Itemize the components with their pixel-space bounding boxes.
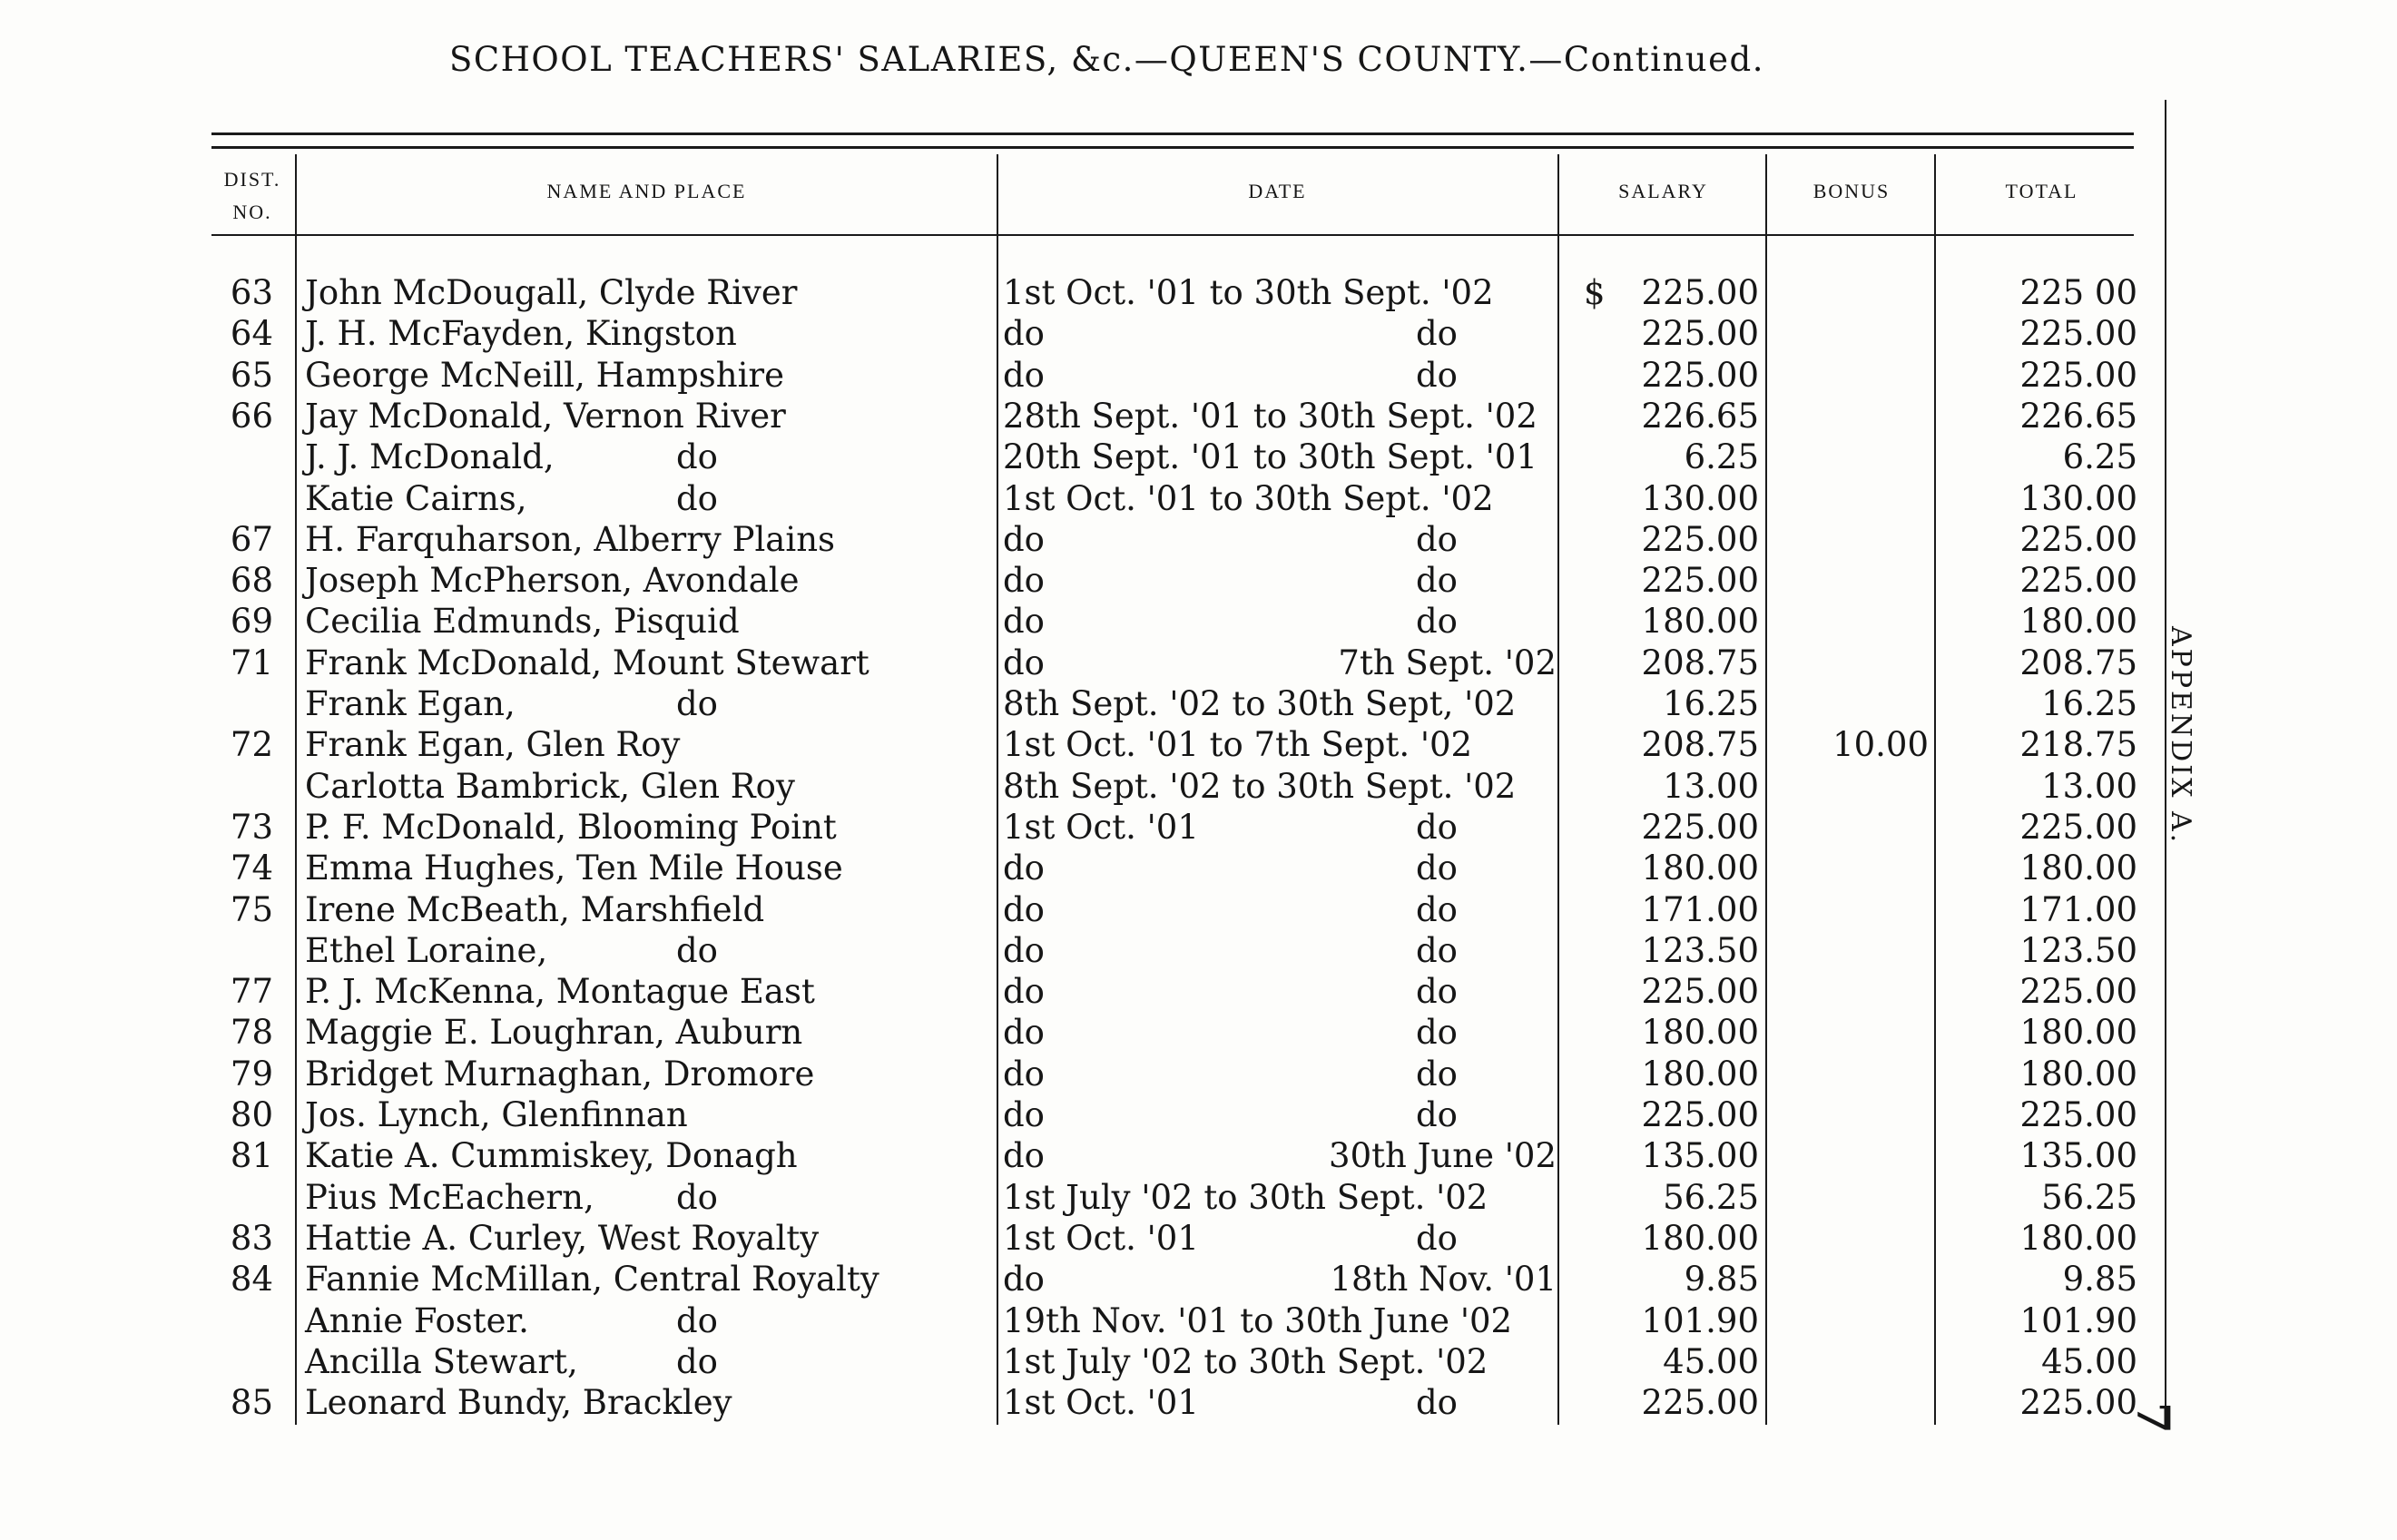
dist-no-cell: 85: [230, 1383, 273, 1422]
total-cell: 135.00: [2019, 1136, 2137, 1175]
column-header-bonus: BONUS: [1812, 180, 1891, 202]
name-place-cell: J. H. McFayden, Kingston: [305, 314, 737, 353]
name-place-cell: John McDougall, Clyde River: [305, 273, 798, 312]
salary-cell: 180.00: [1641, 602, 1759, 641]
dist-no-cell: 78: [230, 1013, 273, 1052]
salary-cell: 101.90: [1641, 1301, 1759, 1340]
name-place-cell: Annie Foster.: [305, 1301, 529, 1340]
name-place-cell: Pius McEachern,: [305, 1178, 594, 1217]
name-place-cell: Hattie A. Curley, West Royalty: [305, 1219, 820, 1258]
dist-no-cell: 81: [230, 1136, 273, 1175]
column-header-rule: [211, 234, 2134, 236]
dist-no-cell: 79: [230, 1054, 273, 1094]
name-place-cell: Maggie E. Loughran, Auburn: [305, 1013, 803, 1052]
dist-no-cell: 67: [230, 520, 273, 559]
table-row: [0, 1341, 2397, 1382]
total-cell: 218.75: [2019, 725, 2137, 764]
salary-cell: 130.00: [1641, 479, 1759, 518]
salary-cell: 180.00: [1641, 1013, 1759, 1052]
date-from-cell: 1st Oct. '01: [1003, 1219, 1199, 1258]
table-row: [0, 1300, 2397, 1341]
name-place-cell: Katie Cairns,: [305, 479, 527, 518]
date-to-cell: do: [1416, 890, 1458, 929]
page-title: SCHOOL TEACHERS' SALARIES, &c.—QUEEN'S COUNTY.—Continued.: [449, 40, 1764, 79]
table-row: [0, 1218, 2397, 1259]
date-from-cell: 1st Oct. '01: [1003, 1383, 1199, 1422]
salary-cell: 225.00: [1641, 561, 1759, 600]
date-from-cell: do: [1003, 314, 1045, 353]
dist-no-cell: 73: [230, 808, 273, 847]
salary-cell: 225.00: [1641, 273, 1759, 312]
table-row: [0, 478, 2397, 519]
date-from-cell: do: [1003, 561, 1045, 600]
place-ditto-cell: do: [676, 1178, 718, 1217]
table-row: [0, 1382, 2397, 1423]
salary-cell: 123.50: [1641, 931, 1759, 970]
salary-cell: 180.00: [1641, 848, 1759, 888]
name-place-cell: Katie A. Cummiskey, Donagh: [305, 1136, 798, 1175]
salary-cell: 16.25: [1663, 684, 1759, 723]
dist-no-cell: 84: [230, 1260, 273, 1299]
total-cell: 225.00: [2019, 561, 2137, 600]
salary-cell: 225.00: [1641, 520, 1759, 559]
column-header-salary: SALARY: [1618, 180, 1708, 202]
date-from-cell: 20th Sept. '01 to 30th Sept. '01: [1003, 437, 1537, 476]
date-from-cell: 8th Sept. '02 to 30th Sept. '02: [1003, 767, 1517, 806]
column-header-total: TOTAL: [2005, 180, 2078, 202]
total-cell: 180.00: [2019, 602, 2137, 641]
date-to-cell: 18th Nov. '01: [1330, 1260, 1557, 1299]
table-row: [0, 930, 2397, 971]
header-double-rule-bottom: [211, 146, 2134, 149]
date-from-cell: do: [1003, 931, 1045, 970]
date-from-cell: do: [1003, 356, 1045, 395]
salary-cell: 225.00: [1641, 1383, 1759, 1422]
salary-cell: 225.00: [1641, 1095, 1759, 1134]
total-cell: 180.00: [2019, 848, 2137, 888]
place-ditto-cell: do: [676, 479, 718, 518]
salary-cell: 226.65: [1641, 397, 1759, 436]
name-place-cell: Jos. Lynch, Glenfinnan: [305, 1095, 688, 1134]
name-place-cell: Ancilla Stewart,: [305, 1342, 578, 1381]
date-from-cell: do: [1003, 972, 1045, 1011]
date-to-cell: do: [1416, 1219, 1458, 1258]
table-row: [0, 560, 2397, 601]
table-row: [0, 1259, 2397, 1300]
table-row: [0, 642, 2397, 683]
date-to-cell: 30th June '02: [1329, 1136, 1557, 1175]
table-row: [0, 683, 2397, 724]
page-number: 7: [2127, 1402, 2180, 1434]
total-cell: 225.00: [2019, 356, 2137, 395]
date-to-cell: do: [1416, 931, 1458, 970]
total-cell: 225.00: [2019, 808, 2137, 847]
date-to-cell: do: [1416, 1013, 1458, 1052]
table-row: [0, 601, 2397, 642]
table-row: [0, 436, 2397, 477]
name-place-cell: H. Farquharson, Alberry Plains: [305, 520, 836, 559]
table-row: [0, 848, 2397, 888]
date-to-cell: do: [1416, 1095, 1458, 1134]
name-place-cell: Carlotta Bambrick, Glen Roy: [305, 767, 795, 806]
date-from-cell: do: [1003, 602, 1045, 641]
table-row: [0, 724, 2397, 765]
date-from-cell: do: [1003, 520, 1045, 559]
dist-no-cell: 80: [230, 1095, 273, 1134]
salary-cell: 225.00: [1641, 314, 1759, 353]
salary-cell: 225.00: [1641, 356, 1759, 395]
table-row: [0, 272, 2397, 313]
dist-no-cell: 72: [230, 725, 273, 764]
name-place-cell: Irene McBeath, Marshfield: [305, 890, 765, 929]
total-cell: 56.25: [2041, 1178, 2137, 1217]
date-to-cell: do: [1416, 1054, 1458, 1094]
total-cell: 225.00: [2019, 1383, 2137, 1422]
total-cell: 45.00: [2041, 1342, 2137, 1381]
name-place-cell: Frank McDonald, Mount Stewart: [305, 643, 869, 682]
name-place-cell: Frank Egan, Glen Roy: [305, 725, 681, 764]
dist-no-cell: 65: [230, 356, 273, 395]
date-from-cell: do: [1003, 1054, 1045, 1094]
table-row: [0, 807, 2397, 848]
salary-cell: 9.85: [1684, 1260, 1759, 1299]
date-to-cell: do: [1416, 356, 1458, 395]
table-row: [0, 971, 2397, 1012]
currency-symbol: $: [1584, 273, 1606, 312]
table-row: [0, 1135, 2397, 1176]
date-from-cell: 1st Oct. '01 to 30th Sept. '02: [1003, 479, 1494, 518]
total-cell: 225.00: [2019, 972, 2137, 1011]
header-double-rule-top: [211, 132, 2134, 135]
dist-no-cell: 66: [230, 397, 273, 436]
salary-cell: 45.00: [1663, 1342, 1759, 1381]
total-cell: 123.50: [2019, 931, 2137, 970]
name-place-cell: P. F. McDonald, Blooming Point: [305, 808, 837, 847]
salary-cell: 180.00: [1641, 1219, 1759, 1258]
total-cell: 208.75: [2019, 643, 2137, 682]
dist-no-cell: 68: [230, 561, 273, 600]
total-cell: 9.85: [2062, 1260, 2137, 1299]
total-cell: 6.25: [2062, 437, 2137, 476]
name-place-cell: Ethel Loraine,: [305, 931, 548, 970]
table-row: [0, 889, 2397, 930]
total-cell: 13.00: [2041, 767, 2137, 806]
date-from-cell: do: [1003, 848, 1045, 888]
date-from-cell: do: [1003, 1260, 1045, 1299]
place-ditto-cell: do: [676, 437, 718, 476]
salary-cell: 225.00: [1641, 972, 1759, 1011]
total-cell: 226.65: [2019, 397, 2137, 436]
salary-cell: 56.25: [1663, 1178, 1759, 1217]
date-from-cell: 28th Sept. '01 to 30th Sept. '02: [1003, 397, 1537, 436]
date-from-cell: 1st Oct. '01 to 7th Sept. '02: [1003, 725, 1473, 764]
place-ditto-cell: do: [676, 1301, 718, 1340]
date-from-cell: do: [1003, 1095, 1045, 1134]
date-from-cell: do: [1003, 643, 1045, 682]
table-row: [0, 519, 2397, 560]
name-place-cell: Cecilia Edmunds, Pisquid: [305, 602, 740, 641]
table-row: [0, 1177, 2397, 1218]
table-row: [0, 1094, 2397, 1135]
date-from-cell: 1st July '02 to 30th Sept. '02: [1003, 1178, 1488, 1217]
table-row: [0, 1054, 2397, 1094]
date-from-cell: 19th Nov. '01 to 30th June '02: [1003, 1301, 1513, 1340]
dist-no-cell: 64: [230, 314, 273, 353]
column-header-dist-line1: DIST.: [223, 168, 281, 191]
total-cell: 16.25: [2041, 684, 2137, 723]
total-cell: 130.00: [2019, 479, 2137, 518]
dist-no-cell: 71: [230, 643, 273, 682]
date-to-cell: do: [1416, 561, 1458, 600]
name-place-cell: Fannie McMillan, Central Royalty: [305, 1260, 879, 1299]
dist-no-cell: 75: [230, 890, 273, 929]
place-ditto-cell: do: [676, 1342, 718, 1381]
column-header-name: NAME AND PLACE: [546, 180, 747, 202]
salary-cell: 135.00: [1641, 1136, 1759, 1175]
date-to-cell: do: [1416, 314, 1458, 353]
salary-cell: 6.25: [1684, 437, 1759, 476]
dist-no-cell: 63: [230, 273, 273, 312]
salary-cell: 171.00: [1641, 890, 1759, 929]
total-cell: 180.00: [2019, 1013, 2137, 1052]
total-cell: 171.00: [2019, 890, 2137, 929]
total-cell: 101.90: [2019, 1301, 2137, 1340]
date-from-cell: do: [1003, 890, 1045, 929]
date-from-cell: 1st Oct. '01: [1003, 808, 1199, 847]
date-to-cell: do: [1416, 520, 1458, 559]
date-to-cell: do: [1416, 602, 1458, 641]
table-row: [0, 766, 2397, 807]
dist-no-cell: 69: [230, 602, 273, 641]
table-row: [0, 355, 2397, 396]
column-header-dist: [211, 163, 293, 229]
total-cell: 225.00: [2019, 520, 2137, 559]
place-ditto-cell: do: [676, 684, 718, 723]
total-cell: 180.00: [2019, 1219, 2137, 1258]
name-place-cell: Emma Hughes, Ten Mile House: [305, 848, 843, 888]
name-place-cell: P. J. McKenna, Montague East: [305, 972, 815, 1011]
table-row: [0, 1012, 2397, 1053]
salary-cell: 208.75: [1641, 643, 1759, 682]
date-from-cell: 1st July '02 to 30th Sept. '02: [1003, 1342, 1488, 1381]
dist-no-cell: 83: [230, 1219, 273, 1258]
total-cell: 225.00: [2019, 1095, 2137, 1134]
name-place-cell: J. J. McDonald,: [305, 437, 555, 476]
total-cell: 225 00: [2019, 273, 2137, 312]
name-place-cell: Jay McDonald, Vernon River: [305, 397, 786, 436]
date-to-cell: do: [1416, 848, 1458, 888]
date-to-cell: do: [1416, 1383, 1458, 1422]
dist-no-cell: 74: [230, 848, 273, 888]
date-to-cell: 7th Sept. '02: [1338, 643, 1557, 682]
name-place-cell: George McNeill, Hampshire: [305, 356, 784, 395]
total-cell: 225.00: [2019, 314, 2137, 353]
table-row: [0, 313, 2397, 354]
salary-cell: 208.75: [1641, 725, 1759, 764]
name-place-cell: Frank Egan,: [305, 684, 516, 723]
date-from-cell: 1st Oct. '01 to 30th Sept. '02: [1003, 273, 1494, 312]
date-from-cell: do: [1003, 1136, 1045, 1175]
salary-cell: 180.00: [1641, 1054, 1759, 1094]
bonus-cell: 10.00: [1832, 725, 1929, 764]
date-from-cell: do: [1003, 1013, 1045, 1052]
appendix-side-label: APPENDIX A.: [2165, 626, 2196, 846]
date-from-cell: 8th Sept. '02 to 30th Sept, '02: [1003, 684, 1517, 723]
name-place-cell: Joseph McPherson, Avondale: [305, 561, 800, 600]
column-header-dist-line2: NO.: [232, 201, 272, 223]
salary-cell: 13.00: [1663, 767, 1759, 806]
place-ditto-cell: do: [676, 931, 718, 970]
salary-cell: 225.00: [1641, 808, 1759, 847]
date-to-cell: do: [1416, 972, 1458, 1011]
date-to-cell: do: [1416, 808, 1458, 847]
name-place-cell: Bridget Murnaghan, Dromore: [305, 1054, 815, 1094]
table-row: [0, 396, 2397, 436]
dist-no-cell: 77: [230, 972, 273, 1011]
column-header-date: DATE: [1248, 180, 1307, 202]
total-cell: 180.00: [2019, 1054, 2137, 1094]
name-place-cell: Leonard Bundy, Brackley: [305, 1383, 732, 1422]
